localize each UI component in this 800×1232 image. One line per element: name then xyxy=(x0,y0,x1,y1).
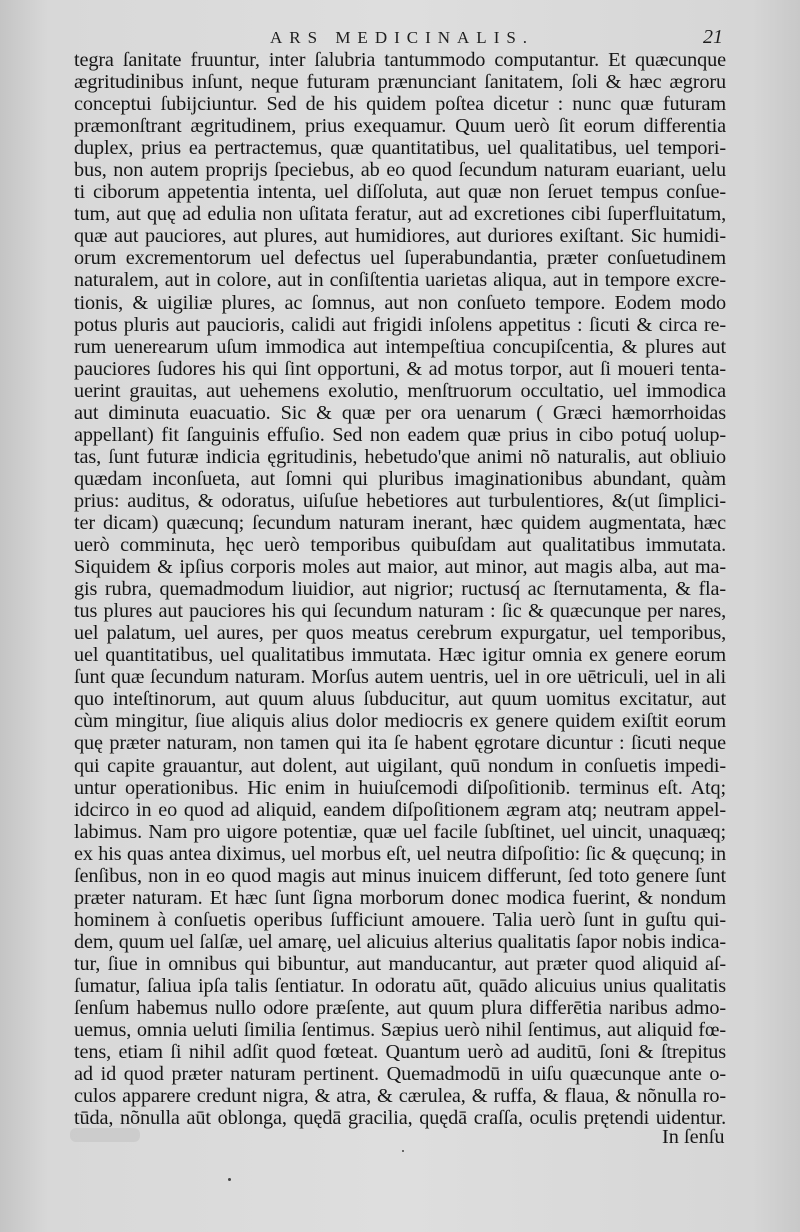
text-line: tas, ſunt futuræ indicia ęgritudinis, hebetudo'que animi nõ naturalis, aut obliuio xyxy=(74,445,726,468)
text-line: orum excrementorum uel defectus uel ſuperabundantia, præter conſuetudinem xyxy=(74,247,726,270)
text-line: ægritudinibus inſunt, neque futuram prænunciant ſanitatem, ſoli & hæc ægroru xyxy=(74,71,726,94)
text-line: uel quantitatibus, uel qualitatibus immutata. Hæc igitur omnia ex genere eorum xyxy=(74,644,726,667)
text-line: ſunt quæ ſecundum naturam. Morſus autem uentris, uel in ore uētriculi, uel in ali xyxy=(74,666,726,689)
text-line: tegra ſanitate fruuntur, inter ſalubria tantummodo computantur. Et quæcunque xyxy=(74,49,726,71)
text-line: culos apparere credunt nigra, & atra, & cærulea, & ruffa, & flaua, & nõnulla ro- xyxy=(74,1085,726,1108)
text-line: ti ciborum appetentia intenta, uel diſſoluta, aut quæ non ſeruet tempus conſue- xyxy=(74,181,726,204)
text-line: præter naturam. Et hæc ſunt ſigna morborum donec modica fuerint, & nondum xyxy=(74,886,726,909)
text-line: naturalem, aut in colore, aut in conſiſtentia uarietas aliqua, aut in tempore excre- xyxy=(74,269,726,292)
text-line: conceptui ſubijciuntur. Sed de his quidem poſtea dicetur : nunc quæ futuram xyxy=(74,93,726,116)
text-line: cùm mingitur, ſiue aliquis alius dolor mediocris ex genere quidem exiſtit eorum xyxy=(74,710,726,733)
text-line: appellant) fit ſanguinis effuſio. Sed non eadem quæ prius in cibo potuq́ uolup- xyxy=(74,423,726,446)
text-line: uel palatum, uel aures, per quos meatus cerebrum expurgatur, uel temporibus, xyxy=(74,622,726,645)
text-line: uerint grauitas, aut uehemens exolutio, menſtruorum occultatio, uel immodica xyxy=(74,379,726,402)
text-line: quę præter naturam, non tamen qui ita ſe habent ęgrotare dicuntur : ſicuti neque xyxy=(74,732,726,755)
text-line: tūda, nõnulla aūt oblonga, quędā gracilia, quędā craſſa, oculis prętendi uidentur. xyxy=(74,1107,726,1130)
text-line: ſumatur, ſaliua ipſa talis ſentiatur. In odoratu aūt, quādo alicuius unius qualitatis xyxy=(74,974,726,997)
main-text-block xyxy=(74,49,726,1129)
text-line: præmonſtrant ægritudinem, prius exequamur. Quum uerò ſit eorum differentia xyxy=(74,115,726,138)
bleed-through-stain xyxy=(70,1128,140,1142)
text-line: ſenſum habemus nullo odore præſente, aut quum plura differētia naribus admo- xyxy=(74,997,726,1020)
page-number: 21 xyxy=(703,26,723,48)
text-line: ex his quas antea diximus, uel morbus eſt, uel neutra diſpoſitio: ſic & quęcunq; in xyxy=(74,842,726,865)
text-line: ſenſibus, non in eo quod magis aut minus inuicem differunt, ſed toto genere ſunt xyxy=(74,864,726,887)
text-line: quædam inconſueta, aut ſomni qui pluribus imaginationibus abundant, quàm xyxy=(74,467,726,490)
text-line: uemus, omnia ueluti ſimilia ſentimus. Sæpius uerò nihil ſentimus, aut aliquid fœ- xyxy=(74,1019,726,1042)
text-line: tus plures aut pauciores his qui ſecundum naturam : ſic & quæcunque per nares, xyxy=(74,600,726,623)
text-line: labimus. Nam pro uigore potentiæ, quæ uel facile ſubſtinet, uel uincit, unaquæq; xyxy=(74,820,726,843)
text-line: Siquidem & ipſius corporis moles aut maior, aut minor, aut magis alba, aut ma- xyxy=(74,556,726,579)
text-line: idcirco in eo quod ad aliquid, eandem diſpoſitionem ægram atq; neutram appel- xyxy=(74,798,726,821)
text-line: untur operationibus. Hic enim in huiuſcemodi diſpoſitionib. terminus eſt. Atq; xyxy=(74,776,726,799)
text-line: bus, non autem proprijs ſpeciebus, ab eo quod ſecundum naturam euariant, uelu xyxy=(74,159,726,182)
text-line: quæ aut pauciores, aut plures, aut humidiores, aut duriores exiſtant. Sic humidi- xyxy=(74,225,726,248)
text-line: duplex, prius ea pertractemus, quæ quantitatibus, uel qualitatibus, uel tempori- xyxy=(74,137,726,160)
text-line: hominem à conſuetis operibus ſufficiunt amouere. Talia uerò ſunt in guſtu qui- xyxy=(74,908,726,931)
text-line: tens, etiam ſi nihil adſit quod fœteat. Quantum uerò ad auditū, ſoni & ſtrepitus xyxy=(74,1041,726,1064)
text-line: gis rubra, quemadmodum liuidior, aut nigrior; ructusq́ ac ſternutamenta, & fla- xyxy=(74,578,726,601)
catchword: In ſenſu xyxy=(662,1126,725,1148)
text-line: ter dicam) quæcunq; ſecundum naturam inerant, hæc quidem augmentata, hæc xyxy=(74,511,726,534)
text-line: uerò comminuta, hęc uerò temporibus quibuſdam aut qualitatibus immutata. xyxy=(74,534,726,557)
text-line: prius: auditus, & odoratus, uiſuſue hebetiores aut turbulentiores, &(ut ſimplici- xyxy=(74,489,726,512)
text-line: aut diminuta euacuatio. Sic & quæ per ora uenarum ( Græci hæmorrhoidas xyxy=(74,401,726,424)
text-line: potus pluris aut paucioris, calidi aut frigidi inſolens appetitus : ſicuti & circa re- xyxy=(74,313,726,336)
text-line: tur, ſiue in omnibus qui bibuntur, aut manducantur, aut præter quod aliquid aſ- xyxy=(74,952,726,975)
text-line: dem, quum uel ſalſæ, uel amarę, uel alicuius alterius qualitatis ſapor nobis indica- xyxy=(74,930,726,953)
ink-speck xyxy=(228,1178,231,1181)
text-line: pauciores ſudores his qui ſint opportuni, & ad motus torpor, aut ſi moueri tenta- xyxy=(74,357,726,380)
text-line: ad id quod præter naturam pertinent. Quemadmodū in uiſu quæcunque ante o- xyxy=(74,1063,726,1086)
ink-speck xyxy=(402,1150,404,1152)
text-line: tum, aut quę ad edulia non uſitata feratur, aut ad excretiones cibi ſuperfluitatum, xyxy=(74,203,726,226)
text-line: rum uenerearum uſum immodica aut intempeſtiua concupiſcentia, & plures aut xyxy=(74,335,726,358)
text-line: quo inteſtinorum, aut quum aluus ſubducitur, aut quum uomitus excitatur, aut xyxy=(74,688,726,711)
text-line: qui capite grauantur, aut dolent, aut uigilant, quū nondum in conſuetis impedi- xyxy=(74,754,726,777)
running-title: ARS MEDICINALIS. xyxy=(270,28,535,47)
text-line: tionis, & uigiliæ plures, ac ſomnus, aut non conſueto tempore. Eodem modo xyxy=(74,291,726,314)
